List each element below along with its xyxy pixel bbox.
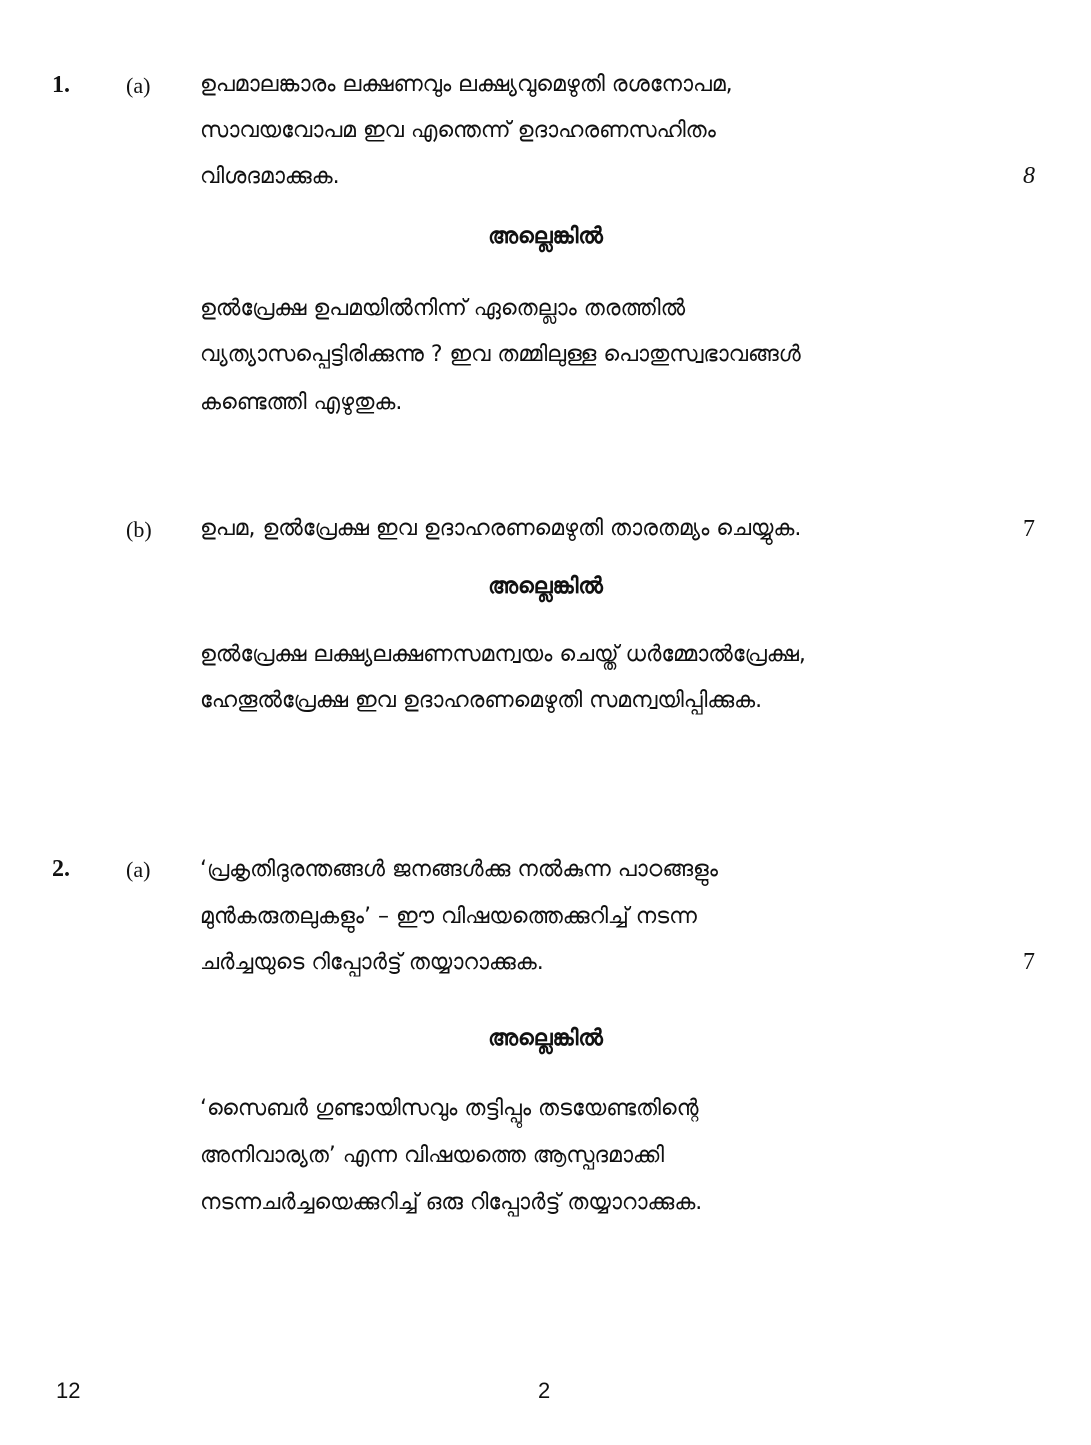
- or-heading: [0, 224, 1091, 249]
- part-label: (a): [126, 73, 151, 98]
- part-label: (b): [126, 517, 152, 542]
- or-label: അല്ലെങ്കിൽ: [488, 224, 603, 249]
- alternate-line: ഹേതൂൽപ്രേക്ഷ ഇവ ഉദാഹരണമെഴുതി സമന്വയിപ്പിക്കുക.: [200, 688, 763, 713]
- question-line: മുൻകരുതലുകളും’ – ഈ വിഷയത്തെക്കുറിച്ച് നടന്ന: [200, 904, 697, 929]
- marks: 7: [1023, 516, 1035, 542]
- alternate-line: ഉൽപ്രേക്ഷ ലക്ഷ്യലക്ഷണസമന്വയം ചെയ്ത് ധർമ്മോൽപ്രേക്ഷ,: [200, 642, 806, 667]
- or-heading: [0, 1026, 1091, 1051]
- alternate-line: ‘സൈബർ ഗുണ്ടായിസവും തട്ടിപ്പും തടയേണ്ടതിന്റെ: [200, 1096, 699, 1121]
- question-line: സാവയവോപമ ഇവ എന്തെന്ന് ഉദാഹരണസഹിതം: [200, 118, 716, 143]
- marks: 7: [1023, 949, 1035, 975]
- alternate-line: വ്യത്യാസപ്പെട്ടിരിക്കുന്നു ? ഇവ തമ്മിലുള്ള പൊതുസ്വഭാവങ്ങൾ: [200, 342, 801, 367]
- or-label: അല്ലെങ്കിൽ: [488, 574, 603, 599]
- question-line: ചർച്ചയുടെ റിപ്പോർട്ട് തയ്യാറാക്കുക.: [200, 950, 544, 975]
- question-line: ഉപമ, ഉൽപ്രേക്ഷ ഇവ ഉദാഹരണമെഴുതി താരതമ്യം ചെയ്യുക.: [200, 516, 802, 541]
- marks: 8: [1023, 163, 1035, 189]
- part-label: (a): [126, 857, 151, 882]
- alternate-line: അനിവാര്യത’ എന്ന വിഷയത്തെ ആസ്പദമാക്കി: [200, 1143, 665, 1168]
- page-number: 2: [538, 1378, 551, 1403]
- alternate-line: കണ്ടെത്തി എഴുതുക.: [200, 390, 403, 415]
- question-line: ഉപമാലങ്കാരം ലക്ഷണവും ലക്ഷ്യവുമെഴുതി രശനോപമ,: [200, 72, 733, 97]
- paper-code: 12: [56, 1378, 81, 1403]
- or-heading: [0, 574, 1091, 599]
- question-line: വിശദമാക്കുക.: [200, 164, 340, 189]
- question-line: ‘പ്രകൃതിദുരന്തങ്ങൾ ജനങ്ങൾക്കു നൽകുന്ന പാഠങ്ങളും: [200, 857, 718, 882]
- alternate-line: ഉൽപ്രേക്ഷ ഉപമയിൽനിന്ന് ഏതെല്ലാം തരത്തിൽ: [200, 296, 686, 321]
- alternate-line: നടന്നചർച്ചയെക്കുറിച്ച് ഒരു റിപ്പോർട്ട് തയ്യാറാക്കുക.: [200, 1190, 703, 1215]
- or-label: അല്ലെങ്കിൽ: [488, 1026, 603, 1051]
- question-number: 2.: [52, 856, 70, 882]
- question-number: 1.: [52, 72, 70, 98]
